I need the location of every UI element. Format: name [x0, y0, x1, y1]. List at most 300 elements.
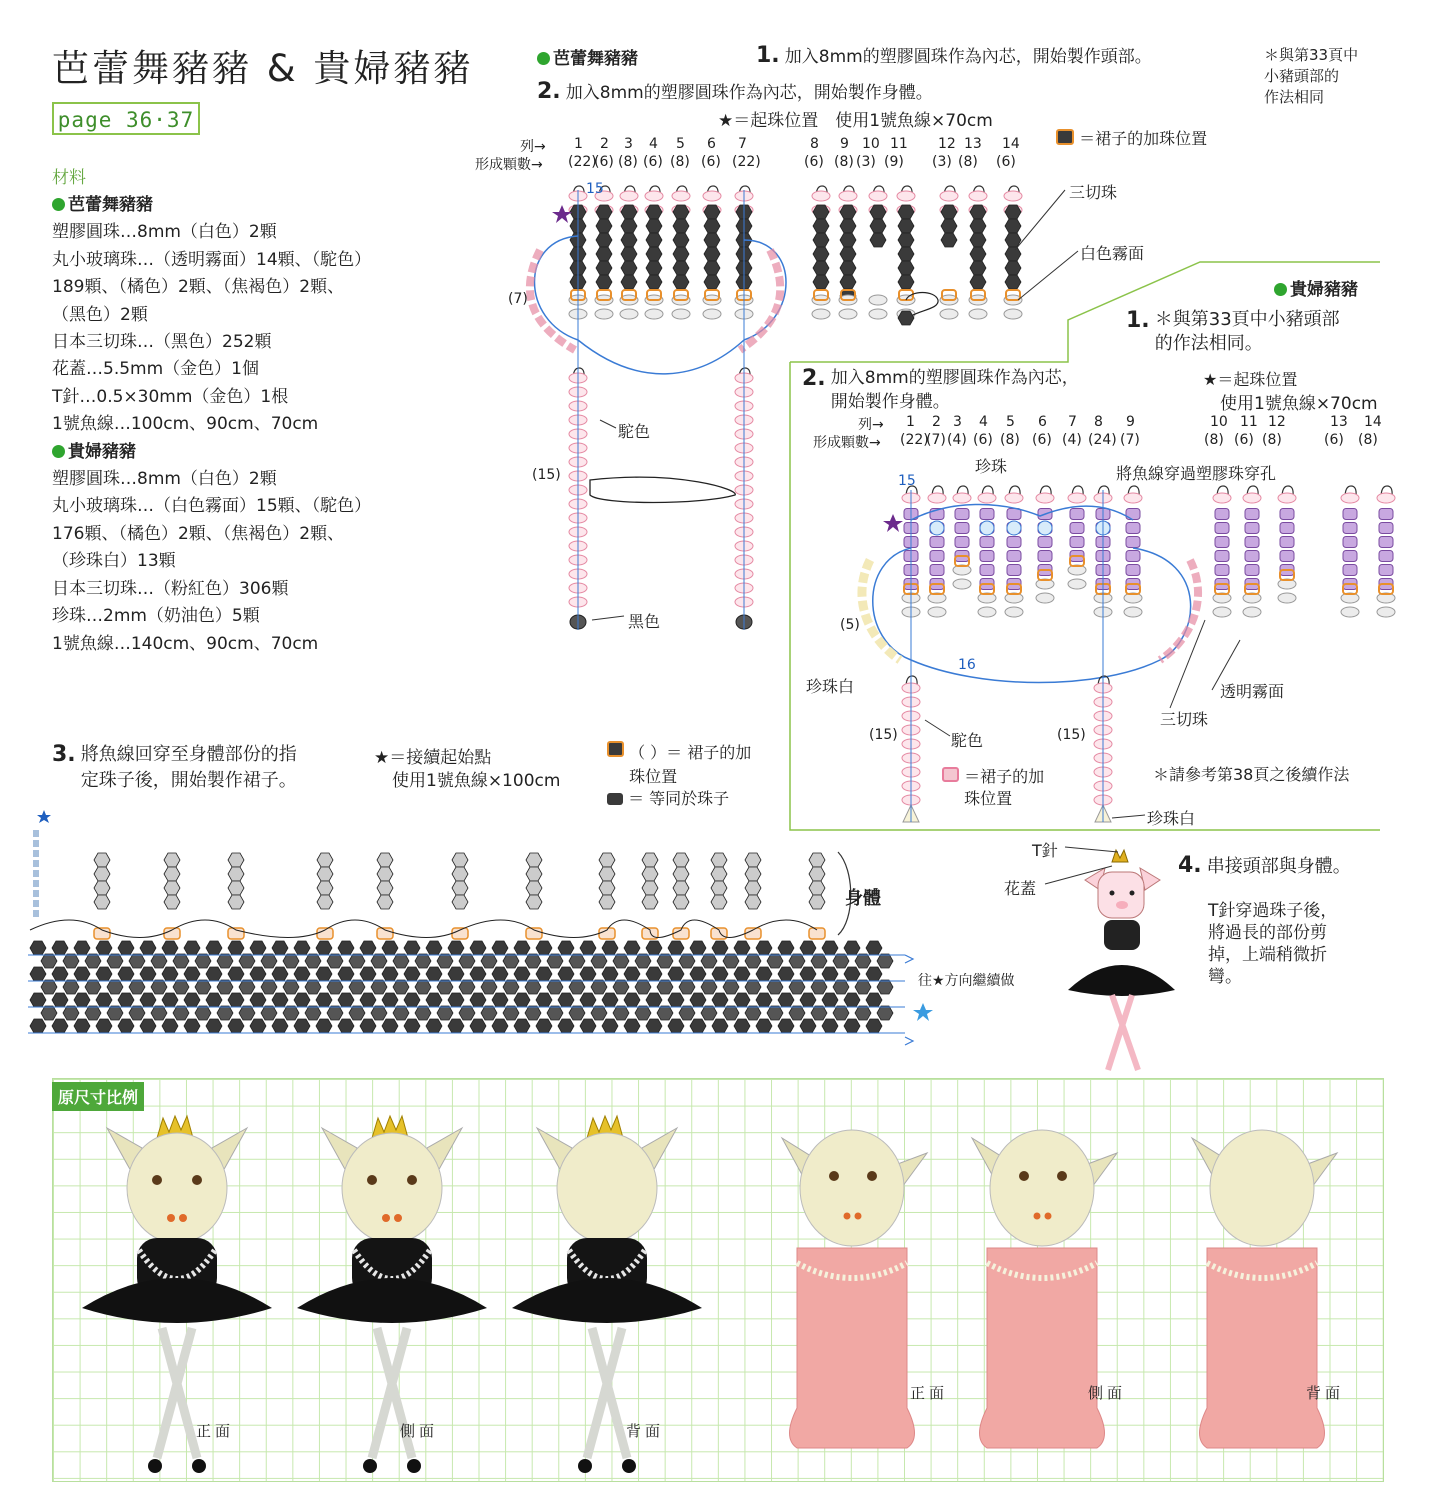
three-cut-bead: [813, 261, 829, 275]
three-cut-bead: [206, 967, 222, 981]
column-number: 9: [1126, 414, 1135, 430]
body-bead: [377, 881, 393, 895]
three-cut-bead: [426, 967, 442, 981]
pig-head: [557, 1133, 657, 1243]
three-cut-bead: [1379, 551, 1393, 562]
pearl-white-arc: [862, 560, 900, 660]
three-cut-bead: [621, 233, 637, 247]
three-cut-bead: [877, 954, 893, 968]
three-cut-bead: [85, 980, 101, 994]
three-cut-bead: [74, 1019, 90, 1033]
column-number: 12: [1268, 414, 1286, 430]
column-number: 14: [1002, 136, 1020, 152]
three-cut-bead: [63, 980, 79, 994]
column-number: 8: [1094, 414, 1103, 430]
materials-heading: 材料: [52, 168, 86, 188]
three-cut-bead: [382, 993, 398, 1007]
three-cut-bead: [679, 980, 695, 994]
black-tutu: [297, 1278, 487, 1323]
body-bead: [745, 895, 761, 909]
lady-label-three-cut: 三切珠: [1160, 710, 1209, 729]
three-cut-bead: [558, 941, 574, 955]
three-cut-bead: [118, 1019, 134, 1033]
three-cut-bead: [85, 954, 101, 968]
body-bead: [228, 867, 244, 881]
three-cut-bead: [239, 980, 255, 994]
side-bead: [33, 850, 39, 857]
three-cut-bead: [558, 967, 574, 981]
leader-line: [1018, 251, 1078, 300]
three-cut-bead: [162, 993, 178, 1007]
three-cut-bead: [866, 1019, 882, 1033]
tan-bead: [953, 493, 971, 503]
tan-bead: [1036, 493, 1054, 503]
three-cut-bead: [613, 980, 629, 994]
pig-nostril: [394, 1214, 402, 1222]
three-cut-bead: [382, 941, 398, 955]
pearl-bead: [1007, 521, 1021, 535]
three-cut-bead: [1215, 523, 1229, 534]
pink-gown: [980, 1248, 1105, 1448]
three-cut-bead: [657, 980, 673, 994]
three-cut-bead: [305, 1006, 321, 1020]
side-bead: [33, 870, 39, 877]
photo-label-back: 背面: [1306, 1384, 1345, 1402]
body-bead: [711, 853, 727, 867]
matte-bead: [620, 309, 638, 319]
matte-bead: [940, 309, 958, 319]
column-number: 2: [932, 414, 941, 430]
three-cut-bead: [621, 205, 637, 219]
three-cut-bead: [470, 993, 486, 1007]
three-cut-bead: [492, 1019, 508, 1033]
three-cut-bead: [118, 993, 134, 1007]
three-cut-bead: [525, 980, 541, 994]
matte-bead: [1004, 309, 1022, 319]
three-cut-bead: [338, 1019, 354, 1033]
three-cut-bead: [813, 205, 829, 219]
step3-body-label: 身體: [845, 888, 881, 909]
three-cut-bead: [840, 205, 856, 219]
bead-count: (8): [1000, 432, 1020, 448]
three-cut-bead: [415, 954, 431, 968]
lady-column-numbers: [890, 414, 1400, 454]
finished-pig-photos: [52, 1078, 1382, 1480]
three-cut-bead: [1038, 551, 1052, 562]
three-cut-bead: [272, 993, 288, 1007]
tan-bead: [978, 493, 996, 503]
pig-foot: [622, 1459, 636, 1473]
lady-material-line: 1號魚線…140cm、90cm、70cm: [52, 633, 319, 654]
three-cut-bead: [813, 275, 829, 289]
bead-count: (6): [1234, 432, 1254, 448]
three-cut-bead: [1126, 565, 1140, 576]
lady-step1-text: ＊與第33頁中小豬頭部 的作法相同。: [1154, 309, 1340, 354]
ballet-material-line: T針…0.5×30mm（金色）1根: [52, 386, 289, 407]
three-cut-bead: [107, 980, 123, 994]
three-cut-bead: [426, 993, 442, 1007]
tan-bead: [969, 191, 987, 201]
bead-count: (8): [1358, 432, 1378, 448]
step4-text: T針穿過珠子後， 將過長的部份剪 掉，上端稍微折 彎。: [1208, 901, 1338, 987]
bead-count: (6): [973, 432, 993, 448]
three-cut-bead: [723, 1006, 739, 1020]
three-cut-bead: [74, 967, 90, 981]
three-cut-bead: [239, 954, 255, 968]
three-cut-bead: [437, 980, 453, 994]
three-cut-bead: [898, 275, 914, 289]
matte-bead: [1278, 593, 1296, 603]
three-cut-bead: [1379, 509, 1393, 520]
body-bead: [94, 895, 110, 909]
three-cut-bead: [811, 980, 827, 994]
tan-bead: [1278, 493, 1296, 503]
body-bead: [809, 867, 825, 881]
column-number: 3: [624, 136, 633, 152]
ballerina-pig-photo: [512, 1116, 702, 1473]
three-cut-bead: [228, 993, 244, 1007]
three-cut-bead: [481, 954, 497, 968]
column-number: 12: [938, 136, 956, 152]
pig-nostril: [1034, 1213, 1041, 1220]
column-number: 4: [649, 136, 658, 152]
three-cut-bead: [1280, 509, 1294, 520]
three-cut-bead: [569, 1006, 585, 1020]
matte-bead: [1036, 593, 1054, 603]
pig-eye: [152, 1175, 162, 1185]
three-cut-bead: [673, 205, 689, 219]
three-cut-bead: [646, 275, 662, 289]
three-cut-bead: [930, 565, 944, 576]
ballet-material-line: 塑膠圓珠…8mm（白色）2顆: [52, 222, 277, 243]
three-cut-bead: [712, 993, 728, 1007]
three-cut-bead: [840, 247, 856, 261]
three-cut-bead: [1007, 537, 1021, 548]
matte-bead: [672, 309, 690, 319]
bead-count: (6): [1324, 432, 1344, 448]
lady-label-pearl-white-2: 珍珠白: [1147, 809, 1196, 828]
tan-bead: [1243, 493, 1261, 503]
three-cut-bead: [1379, 537, 1393, 548]
step4-number: 4.: [1178, 853, 1202, 878]
step3-legend-equal: ＝ 等同於珠子: [607, 786, 729, 809]
bead-count: (3): [856, 154, 876, 170]
three-cut-bead: [41, 954, 57, 968]
lady-label-pearl: 珍珠: [975, 457, 1008, 476]
column-number: 11: [890, 136, 908, 152]
pig-eye: [1019, 1171, 1029, 1181]
matte-bead: [953, 579, 971, 589]
three-cut-bead: [646, 261, 662, 275]
three-cut-bead: [701, 1006, 717, 1020]
three-cut-bead: [404, 941, 420, 955]
three-cut-bead: [734, 967, 750, 981]
three-cut-bead: [558, 993, 574, 1007]
three-cut-bead: [778, 993, 794, 1007]
ballet-num-15: 15: [586, 181, 604, 197]
pig-nostril: [167, 1214, 175, 1222]
body-bead: [642, 881, 658, 895]
three-cut-bead: [789, 980, 805, 994]
three-cut-bead: [437, 1006, 453, 1020]
ballet-material-line: 花蓋…5.5mm（金色）1個: [52, 359, 259, 380]
three-cut-bead: [294, 1019, 310, 1033]
skirt-marker-icon: [607, 741, 624, 757]
three-cut-bead: [767, 980, 783, 994]
three-cut-bead: [778, 941, 794, 955]
lady-material-line: 塑膠圓珠…8mm（白色）2顆: [52, 469, 277, 490]
three-cut-bead: [704, 275, 720, 289]
three-cut-bead: [294, 967, 310, 981]
three-cut-bead: [840, 275, 856, 289]
column-number: 10: [862, 136, 880, 152]
three-cut-bead: [371, 954, 387, 968]
lady-reference-note: ＊請參考第38頁之後續作法: [1153, 765, 1350, 784]
three-cut-bead: [980, 551, 994, 562]
three-cut-bead: [635, 980, 651, 994]
pig-nostril: [844, 1213, 851, 1220]
three-cut-bead: [898, 311, 914, 325]
three-cut-bead: [283, 980, 299, 994]
three-cut-bead: [52, 1019, 68, 1033]
three-cut-bead: [1245, 509, 1259, 520]
body-bead: [526, 867, 542, 881]
column-number: 6: [707, 136, 716, 152]
three-cut-bead: [360, 941, 376, 955]
three-cut-bead: [1007, 509, 1021, 520]
three-cut-bead: [855, 980, 871, 994]
three-cut-bead: [1007, 565, 1021, 576]
three-cut-bead: [596, 261, 612, 275]
bead-count: (8): [1262, 432, 1282, 448]
three-cut-bead: [228, 941, 244, 955]
body-bead: [642, 867, 658, 881]
body-bead: [711, 867, 727, 881]
photo-label-side: 側面: [400, 1422, 439, 1440]
pig-nostril: [179, 1214, 187, 1222]
lady-step1-number: 1.: [1126, 308, 1150, 333]
step4-title: 串接頭部與身體。: [1206, 856, 1351, 877]
skirt-marker-pink-icon: [942, 767, 959, 782]
three-cut-bead: [1005, 247, 1021, 261]
three-cut-bead: [596, 275, 612, 289]
thread-path: [30, 920, 817, 938]
pig-eye: [1057, 1171, 1067, 1181]
three-cut-bead: [756, 941, 772, 955]
three-cut-bead: [734, 1019, 750, 1033]
three-cut-bead: [426, 1019, 442, 1033]
three-cut-bead: [955, 537, 969, 548]
three-cut-bead: [1379, 523, 1393, 534]
three-cut-bead: [980, 537, 994, 548]
column-number: 9: [840, 136, 849, 152]
pig-foot: [192, 1459, 206, 1473]
three-cut-bead: [635, 1006, 651, 1020]
three-cut-bead: [1379, 565, 1393, 576]
three-cut-bead: [217, 1006, 233, 1020]
black-tutu: [82, 1278, 272, 1323]
bead-count: (24): [1088, 432, 1117, 448]
leader-line: [925, 720, 950, 736]
three-cut-bead: [283, 954, 299, 968]
three-cut-bead: [349, 954, 365, 968]
body-bead: [228, 853, 244, 867]
three-cut-bead: [206, 993, 222, 1007]
three-cut-bead: [690, 993, 706, 1007]
bead-count: (22): [732, 154, 761, 170]
pig-head: [800, 1130, 904, 1246]
three-cut-bead: [955, 509, 969, 520]
three-cut-bead: [870, 219, 886, 233]
matte-bead: [869, 295, 887, 305]
three-cut-bead: [118, 967, 134, 981]
tan-bead: [1341, 493, 1359, 503]
three-cut-bead: [734, 993, 750, 1007]
column-number: 4: [979, 414, 988, 430]
three-cut-bead: [206, 1019, 222, 1033]
body-bead: [377, 867, 393, 881]
body-bead: [164, 895, 180, 909]
three-cut-bead: [767, 954, 783, 968]
three-cut-bead: [811, 1006, 827, 1020]
three-cut-bead: [580, 967, 596, 981]
three-cut-bead: [833, 954, 849, 968]
column-number: 3: [953, 414, 962, 430]
lady-count-5: (5): [840, 617, 860, 633]
body-bead: [745, 853, 761, 867]
body-bead: [94, 881, 110, 895]
three-cut-bead: [1215, 537, 1229, 548]
matte-bead: [703, 309, 721, 319]
body-bead: [452, 895, 468, 909]
bead-count: (7): [1120, 432, 1140, 448]
three-cut-bead: [840, 261, 856, 275]
three-cut-bead: [668, 967, 684, 981]
step3-text: 將魚線回穿至身體部份的指 定珠子後，開始製作裙子。: [80, 744, 297, 791]
three-cut-bead: [602, 993, 618, 1007]
side-bead: [33, 880, 39, 887]
three-cut-bead: [63, 954, 79, 968]
body-bead: [599, 881, 615, 895]
three-cut-bead: [514, 967, 530, 981]
three-cut-bead: [1070, 537, 1084, 548]
three-cut-bead: [756, 993, 772, 1007]
three-cut-bead: [855, 1006, 871, 1020]
three-cut-bead: [898, 233, 914, 247]
three-cut-bead: [704, 247, 720, 261]
page-title: 芭蕾舞豬豬 & 貴婦豬豬: [52, 47, 474, 90]
body-bead: [711, 895, 727, 909]
actual-size-tag: 原尺寸比例: [52, 1082, 144, 1111]
three-cut-bead: [547, 954, 563, 968]
three-cut-bead: [173, 954, 189, 968]
body-bead: [745, 881, 761, 895]
three-cut-bead: [30, 941, 46, 955]
ballet-count-7: (7): [508, 291, 528, 307]
three-cut-bead: [866, 941, 882, 955]
three-cut-bead: [822, 967, 838, 981]
pig-head: [1210, 1130, 1314, 1246]
photo-label-front: 正面: [910, 1384, 949, 1402]
lady-count-15a: (15): [869, 727, 898, 743]
matte-bead: [1377, 607, 1395, 617]
three-cut-bead: [621, 219, 637, 233]
ballet-step2-text: 加入8mm的塑膠圓珠作為內芯，開始製作身體。: [565, 83, 933, 103]
bead-count: (8): [618, 154, 638, 170]
three-cut-bead: [668, 941, 684, 955]
pearl-bead: [980, 521, 994, 535]
ballet-step1-text: 加入8mm的塑膠圓珠作為內芯，開始製作頭部。: [784, 47, 1152, 67]
three-cut-bead: [1005, 275, 1021, 289]
lady-line-use: 使用1號魚線×70cm: [1220, 394, 1378, 414]
start-star-icon: [552, 205, 572, 223]
three-cut-bead: [305, 980, 321, 994]
bead-count: (6): [594, 154, 614, 170]
step3-start-point: ★＝接續起始點: [374, 748, 492, 768]
three-cut-bead: [162, 1019, 178, 1033]
photo-label-back: 背面: [626, 1422, 665, 1440]
three-cut-bead: [596, 247, 612, 261]
three-cut-bead: [547, 980, 563, 994]
three-cut-bead: [305, 954, 321, 968]
three-cut-bead: [129, 954, 145, 968]
three-cut-bead: [822, 993, 838, 1007]
three-cut-bead: [360, 1019, 376, 1033]
body-bead: [317, 867, 333, 881]
lady-num-16: 16: [958, 657, 976, 673]
three-cut-bead: [404, 1019, 420, 1033]
body-bead: [452, 853, 468, 867]
three-cut-bead: [833, 1006, 849, 1020]
assembled-pig-figure: [1068, 850, 1175, 1070]
bead-count: (6): [643, 154, 663, 170]
pig-eye: [867, 1171, 877, 1181]
three-cut-bead: [415, 1006, 431, 1020]
three-cut-bead: [690, 941, 706, 955]
three-cut-bead: [118, 941, 134, 955]
three-cut-bead: [404, 993, 420, 1007]
matte-bead: [1068, 579, 1086, 589]
three-cut-bead: [129, 980, 145, 994]
three-cut-bead: [316, 993, 332, 1007]
three-cut-bead: [822, 941, 838, 955]
body-bead: [642, 853, 658, 867]
three-cut-bead: [162, 967, 178, 981]
body-bead: [526, 853, 542, 867]
three-cut-bead: [624, 941, 640, 955]
three-cut-bead: [840, 219, 856, 233]
three-cut-bead: [1245, 551, 1259, 562]
ballet-material-line: 日本三切珠…（黑色）252顆: [52, 332, 272, 353]
lady-material-line: （珍珠白）13顆: [52, 551, 176, 572]
three-cut-bead: [338, 967, 354, 981]
three-cut-bead: [844, 1019, 860, 1033]
side-bead: [33, 840, 39, 847]
three-cut-bead: [360, 967, 376, 981]
three-cut-bead: [1343, 551, 1357, 562]
count-label: 形成顆數→: [475, 157, 543, 173]
pig-eye: [367, 1175, 377, 1185]
three-cut-bead: [1215, 509, 1229, 520]
body-bead: [377, 895, 393, 909]
three-cut-bead: [437, 954, 453, 968]
three-cut-bead: [140, 993, 156, 1007]
pig-legs: [587, 1328, 627, 1458]
bead-count: (9): [884, 154, 904, 170]
step4-label-tpin: T針: [1032, 841, 1058, 860]
three-cut-bead: [492, 941, 508, 955]
three-cut-bead: [580, 993, 596, 1007]
